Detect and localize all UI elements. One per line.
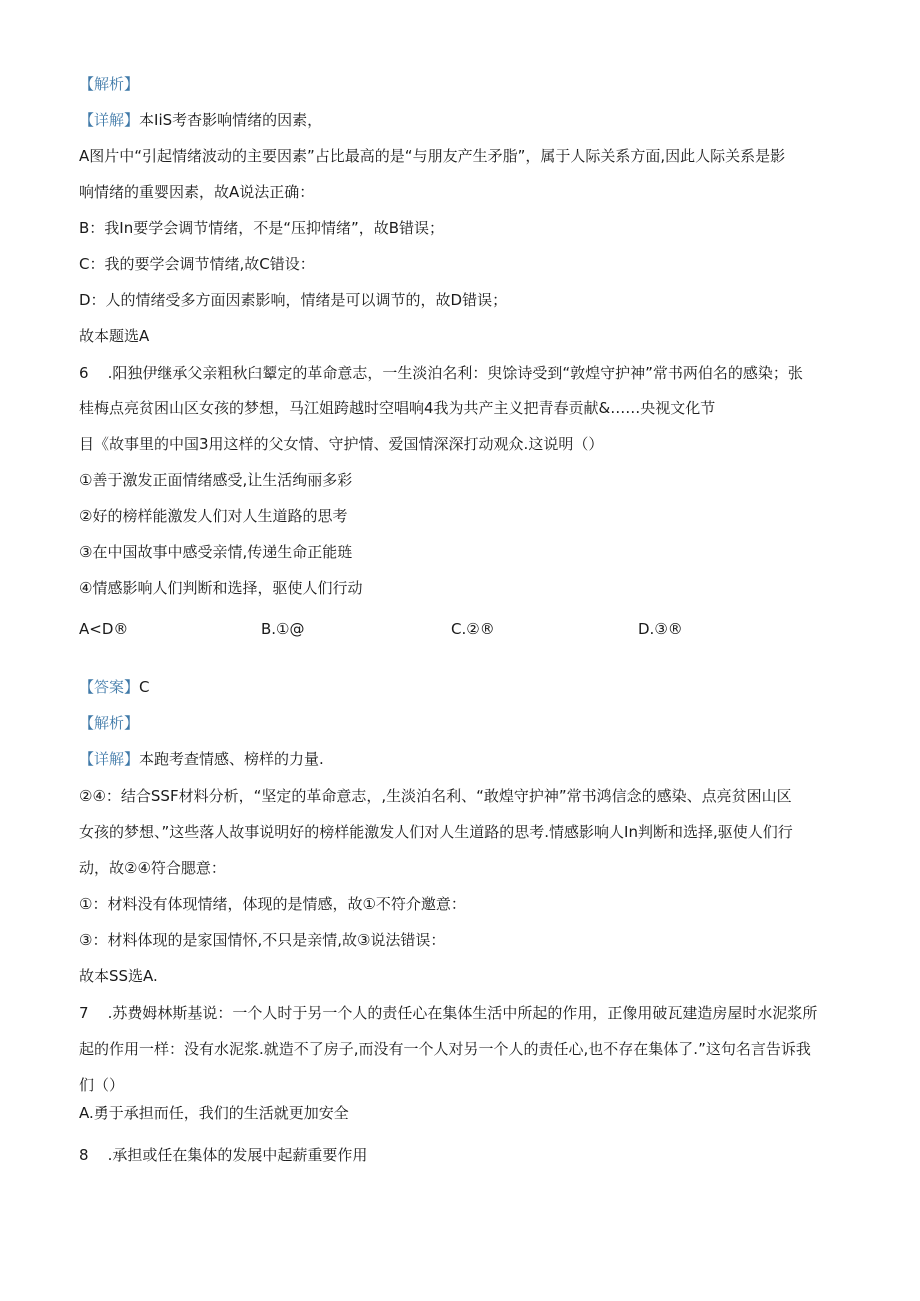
answer-value: C <box>139 678 150 696</box>
analysis-heading: 【解析】 <box>79 714 140 732</box>
option-b: B.①@ <box>261 620 305 638</box>
text-line: 故本题选A <box>79 327 150 345</box>
option-a: A<D® <box>79 620 129 638</box>
text-line: ①：材料没有体现情绪，体现的是情感，故①不符介邀意： <box>79 895 466 913</box>
text-line: ②④：结合SSF材料分析，“坚定的革命意志，,生淡泊名利、“敢煌守护神”常书鸿信念的感染、点亮贫困山区 <box>79 787 792 805</box>
detail-text: 本IiS考杳影响情绪的因素， <box>139 111 323 129</box>
answer-line <box>79 677 150 697</box>
question-line: 桂梅点亮贫困山区女孩的梦想，马江姐跨越时空唱响4我为共产主义把青春贡献&……央视文化节 <box>79 399 716 417</box>
text-line: 响情绪的重婴因素，故A说法正确： <box>79 183 315 201</box>
analysis-heading: 【解析】 <box>79 75 140 93</box>
text-line: D：人的情绪受多方面因素影响，情绪是可以调节的，故D错误； <box>79 291 508 309</box>
statement: ①善于激发正面情绪感受,让生活绚丽多彩 <box>79 471 353 489</box>
text-line: C：我的要学会调节情绪,故C错设： <box>79 255 315 273</box>
detail-line <box>79 749 324 769</box>
question-line: 起的作用一样：没有水泥浆.就造不了房子,而没有一个人对另一个人的责任心,也不存在集体了.”这句名言告诉我 <box>79 1040 811 1058</box>
statement: ②好的榜样能激发人们对人生道路的思考 <box>79 507 348 525</box>
detail-line <box>79 110 322 130</box>
option-d: D.③® <box>638 620 683 638</box>
question-line: 7 .苏费姆林斯基说：一个人时于另一个人的责任心在集体生活中所起的作用，正像用破瓦建造房屋时水泥浆所 <box>79 1004 818 1022</box>
text-line: ③：材料体现的是家国情怀,不只是亲情,故③说法错误： <box>79 931 446 949</box>
option-c: C.②® <box>451 620 495 638</box>
detail-text: 本跑考查情感、榜样的力量. <box>139 750 324 768</box>
text-line: 故本SS选A. <box>79 967 158 985</box>
detail-tag: 【详解】 <box>79 750 140 768</box>
text-line: 女孩的梦想、”这些落人故事说明好的榜样能激发人们对人生道路的思考.情感影响人In判断和选择,驱使人们行 <box>79 823 793 841</box>
statement: ③在中国故事中感受亲情,传递生命正能琏 <box>79 543 353 561</box>
question-line: 们（） <box>79 1076 125 1094</box>
option-line: 8 .承担或任在集体的发展中起薪重要作用 <box>79 1146 368 1164</box>
text-line: 动，故②④符合腮意： <box>79 859 226 877</box>
answer-tag: 【答案】 <box>79 678 140 696</box>
question-line: 6 .阳独伊继承父亲粗秋臼颦定的革命意志，一生淡泊名利：臾馀诗受到“敦煌守护神”常书两伯名的感染；张 <box>79 364 803 382</box>
text-line: A图片中“引起情绪波动的主要因素”占比最高的是“与朋友产生矛脂”，属于人际关系方面,因此人际关系是影 <box>79 147 786 165</box>
question-line: 目《故事里的中国3用这样的父女情、守护情、爱国情深深打动观众.这说明（） <box>79 435 604 453</box>
statement: ④情感影响人们判断和选择，驱使人们行动 <box>79 579 363 597</box>
detail-tag: 【详解】 <box>79 111 140 129</box>
option-line: A.勇于承担而任，我们的生活就更加安全 <box>79 1104 349 1122</box>
text-line: B：我In要学会调节情绪，不是“压抑情绪”，故B错误； <box>79 219 445 237</box>
